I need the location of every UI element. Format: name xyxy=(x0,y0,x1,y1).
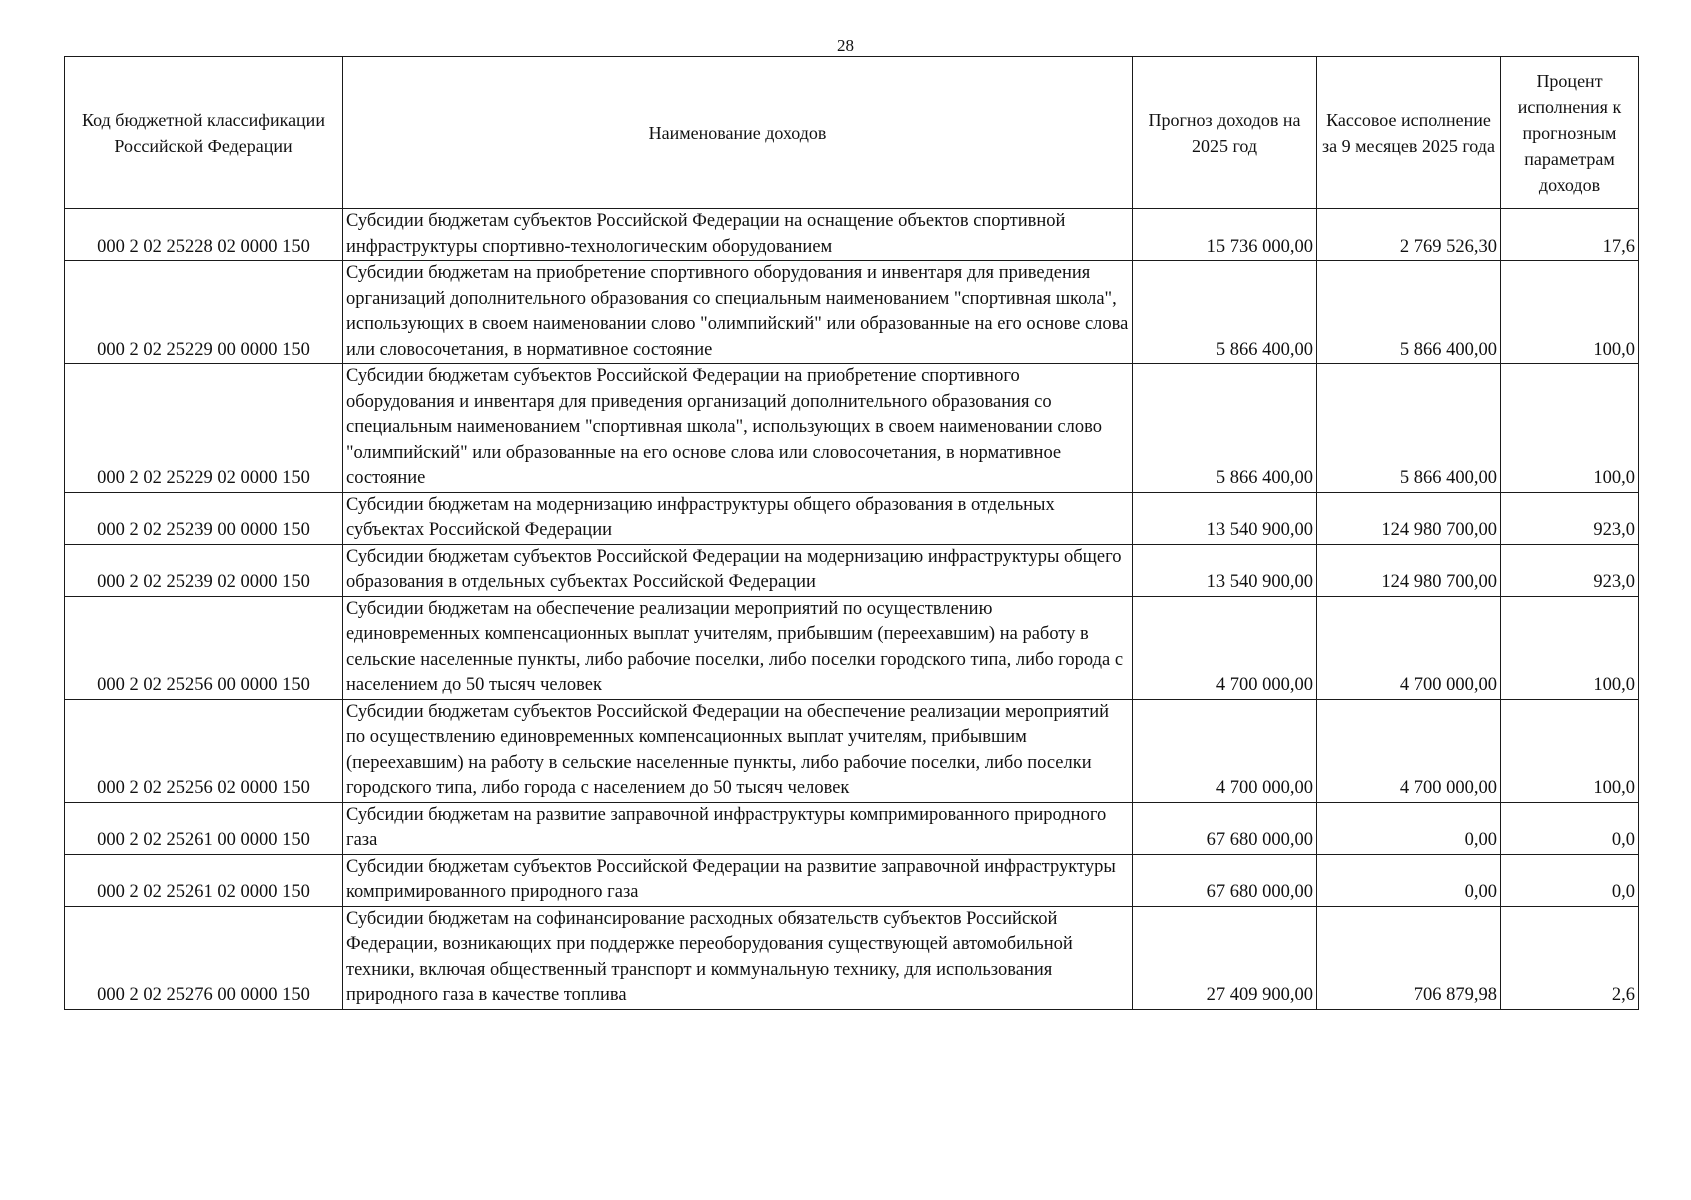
cell-percent: 17,6 xyxy=(1501,209,1639,261)
cell-execution: 706 879,98 xyxy=(1317,906,1501,1009)
cell-forecast: 5 866 400,00 xyxy=(1133,364,1317,493)
cell-forecast: 67 680 000,00 xyxy=(1133,802,1317,854)
header-execution: Кассовое исполнение за 9 месяцев 2025 года xyxy=(1317,57,1501,209)
cell-name: Субсидии бюджетам на софинансирование расходных обязательств субъектов Российской Федерации, возникающих при поддержке переоборудования существующей автомобильной техники, включая общественный транспорт и коммунальную технику, для использования природного газа в качестве топлива xyxy=(343,906,1133,1009)
cell-forecast: 13 540 900,00 xyxy=(1133,492,1317,544)
cell-code: 000 2 02 25239 00 0000 150 xyxy=(65,492,343,544)
table-header-row xyxy=(65,57,1639,209)
cell-forecast: 67 680 000,00 xyxy=(1133,854,1317,906)
cell-name: Субсидии бюджетам субъектов Российской Федерации на обеспечение реализации мероприятий по осуществлению единовременных компенсационных выплат учителям, прибывшим (переехавшим) на работу в сельские населенные пункты, либо рабочие поселки, либо поселки городского типа, либо города с населением до 50 тысяч человек xyxy=(343,699,1133,802)
table-row xyxy=(65,906,1639,1009)
cell-code: 000 2 02 25261 02 0000 150 xyxy=(65,854,343,906)
cell-percent: 100,0 xyxy=(1501,699,1639,802)
cell-percent: 2,6 xyxy=(1501,906,1639,1009)
table-row xyxy=(65,492,1639,544)
cell-percent: 100,0 xyxy=(1501,364,1639,493)
cell-percent: 100,0 xyxy=(1501,261,1639,364)
table-row xyxy=(65,261,1639,364)
cell-name: Субсидии бюджетам на приобретение спортивного оборудования и инвентаря для приведения организаций дополнительного образования со специальным наименованием "спортивная школа", использующих в своем наименовании слово "олимпийский" или образованные на его основе слова или словосочетания, в нормативное состояние xyxy=(343,261,1133,364)
cell-percent: 0,0 xyxy=(1501,802,1639,854)
cell-code: 000 2 02 25261 00 0000 150 xyxy=(65,802,343,854)
cell-execution: 0,00 xyxy=(1317,854,1501,906)
cell-execution: 4 700 000,00 xyxy=(1317,596,1501,699)
cell-percent: 923,0 xyxy=(1501,492,1639,544)
header-percent: Процент исполнения к прогнозным параметрам доходов xyxy=(1501,57,1639,209)
page-number: 28 xyxy=(837,36,854,55)
cell-code: 000 2 02 25276 00 0000 150 xyxy=(65,906,343,1009)
cell-forecast: 13 540 900,00 xyxy=(1133,544,1317,596)
cell-name: Субсидии бюджетам субъектов Российской Федерации на оснащение объектов спортивной инфраструктуры спортивно-технологическим оборудованием xyxy=(343,209,1133,261)
cell-name: Субсидии бюджетам субъектов Российской Федерации на развитие заправочной инфраструктуры компримированного природного газа xyxy=(343,854,1133,906)
cell-execution: 124 980 700,00 xyxy=(1317,544,1501,596)
cell-percent: 923,0 xyxy=(1501,544,1639,596)
cell-name: Субсидии бюджетам на развитие заправочной инфраструктуры компримированного природного газа xyxy=(343,802,1133,854)
cell-execution: 2 769 526,30 xyxy=(1317,209,1501,261)
cell-execution: 5 866 400,00 xyxy=(1317,364,1501,493)
cell-percent: 0,0 xyxy=(1501,854,1639,906)
cell-code: 000 2 02 25256 02 0000 150 xyxy=(65,699,343,802)
cell-code: 000 2 02 25256 00 0000 150 xyxy=(65,596,343,699)
cell-code: 000 2 02 25229 02 0000 150 xyxy=(65,364,343,493)
cell-forecast: 4 700 000,00 xyxy=(1133,699,1317,802)
cell-code: 000 2 02 25228 02 0000 150 xyxy=(65,209,343,261)
cell-forecast: 4 700 000,00 xyxy=(1133,596,1317,699)
cell-code: 000 2 02 25239 02 0000 150 xyxy=(65,544,343,596)
cell-forecast: 15 736 000,00 xyxy=(1133,209,1317,261)
cell-forecast: 5 866 400,00 xyxy=(1133,261,1317,364)
table-row xyxy=(65,699,1639,802)
cell-code: 000 2 02 25229 00 0000 150 xyxy=(65,261,343,364)
cell-name: Субсидии бюджетам субъектов Российской Федерации на приобретение спортивного оборудования и инвентаря для приведения организаций дополнительного образования со специальным наименованием "спортивная школа", использующих в своем наименовании слово "олимпийский" или образованные на его основе слова или словосочетания, в нормативное состояние xyxy=(343,364,1133,493)
table-row xyxy=(65,854,1639,906)
cell-name: Субсидии бюджетам на модернизацию инфраструктуры общего образования в отдельных субъектах Российской Федерации xyxy=(343,492,1133,544)
table-row xyxy=(65,544,1639,596)
header-forecast: Прогноз доходов на 2025 год xyxy=(1133,57,1317,209)
budget-revenue-table xyxy=(64,56,1639,1010)
cell-execution: 5 866 400,00 xyxy=(1317,261,1501,364)
cell-percent: 100,0 xyxy=(1501,596,1639,699)
header-name: Наименование доходов xyxy=(343,57,1133,209)
cell-forecast: 27 409 900,00 xyxy=(1133,906,1317,1009)
table-row xyxy=(65,596,1639,699)
cell-execution: 4 700 000,00 xyxy=(1317,699,1501,802)
cell-name: Субсидии бюджетам субъектов Российской Федерации на модернизацию инфраструктуры общего образования в отдельных субъектах Российской Федерации xyxy=(343,544,1133,596)
table-row xyxy=(65,209,1639,261)
table-row xyxy=(65,802,1639,854)
cell-execution: 124 980 700,00 xyxy=(1317,492,1501,544)
table-row xyxy=(65,364,1639,493)
cell-name: Субсидии бюджетам на обеспечение реализации мероприятий по осуществлению единовременных компенсационных выплат учителям, прибывшим (переехавшим) на работу в сельские населенные пункты, либо рабочие поселки, либо поселки городского типа, либо города с населением до 50 тысяч человек xyxy=(343,596,1133,699)
header-code: Код бюджетной классификации Российской Федерации xyxy=(65,57,343,209)
cell-execution: 0,00 xyxy=(1317,802,1501,854)
